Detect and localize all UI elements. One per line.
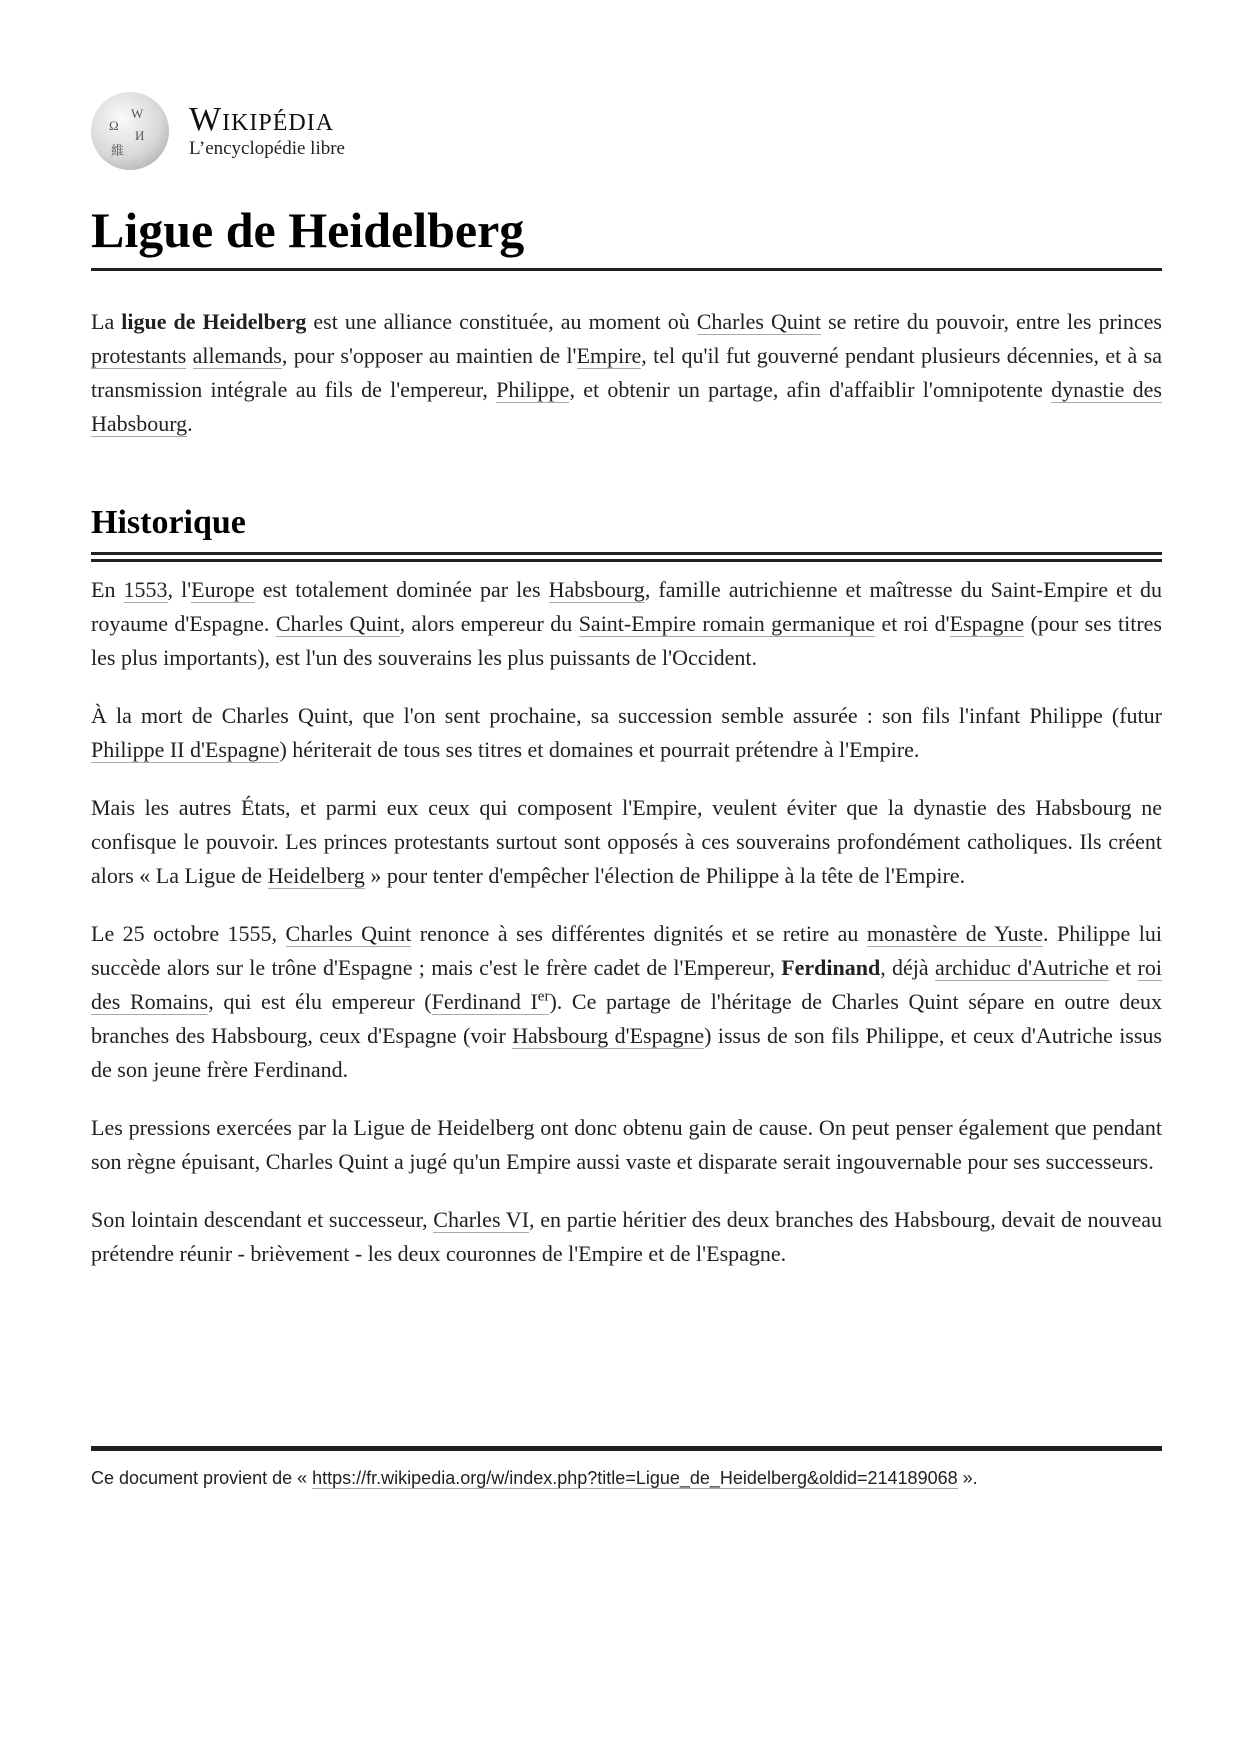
page-title: Ligue de Heidelberg xyxy=(91,200,1162,271)
text[interactable]: Philippe xyxy=(496,377,570,402)
text: , pour s'opposer au maintien de l' xyxy=(281,343,577,368)
text: se retire du pouvoir, entre les princes xyxy=(821,309,1162,334)
text: , famille autrichienne et maîtresse du Saint-Empire et du royaume d'Espagne. xyxy=(91,577,1162,636)
text: , en partie héritier des deux branches des Habsbourg, devait de nouveau prétendre réunir - brièvement - les deux couronnes de l'Empire et de l'Espagne. xyxy=(91,1207,1162,1266)
text-run xyxy=(306,309,696,334)
text-run xyxy=(1109,955,1138,980)
article-link[interactable] xyxy=(276,611,400,637)
article-link[interactable] xyxy=(867,921,1043,947)
footer-prefix: Ce document provient de « xyxy=(91,1468,313,1488)
text: La xyxy=(91,309,122,334)
text: À la mort de Charles Quint, que l'on sent prochaine, sa succession semble assurée : son fils l'infant Philippe (futur xyxy=(91,703,1162,728)
text[interactable]: 1553 xyxy=(123,577,168,602)
article-link[interactable] xyxy=(577,343,642,369)
text: , et obtenir un partage, afin d'affaiblir l'omnipotente xyxy=(569,377,1052,402)
text[interactable]: Europe xyxy=(191,577,255,602)
text-run xyxy=(875,611,950,636)
paragraph xyxy=(91,1203,1162,1271)
text-run xyxy=(91,309,121,334)
article-link[interactable] xyxy=(193,343,282,369)
paragraph xyxy=(91,791,1162,893)
text-run xyxy=(880,955,935,980)
text: et xyxy=(1109,955,1138,980)
text: . Philippe lui succède alors sur le trône d'Espagne ; mais c'est le frère cadet de l'Empereur, xyxy=(91,921,1163,980)
intro-paragraph xyxy=(91,305,1162,441)
footer-suffix: ». xyxy=(957,1468,978,1488)
paragraph xyxy=(91,1111,1162,1179)
logo-wordmark: Wikipédia xyxy=(189,101,335,138)
article-link[interactable] xyxy=(496,377,569,403)
intro-section xyxy=(91,305,1162,465)
text: , déjà xyxy=(880,955,936,980)
text[interactable]: Charles Quint xyxy=(285,921,412,946)
article-link[interactable] xyxy=(512,1023,704,1049)
text-run xyxy=(411,921,867,946)
text-run xyxy=(821,309,1162,334)
article-link[interactable] xyxy=(549,577,645,603)
section-divider xyxy=(91,559,1162,562)
source-url-link[interactable]: https://fr.wikipedia.org/w/index.php?title=Ligue_de_Heidelberg&oldid=214189068 xyxy=(312,1468,958,1488)
text: Mais les autres États, et parmi eux ceux qui composent l'Empire, veulent éviter que la dynastie des Habsbourg ne confisque le pouvoir. Les princes protestants surtout sont opposés à ces souverains profondément catholiques. Ils créent alors « La Ligue de xyxy=(91,795,1162,888)
article-link[interactable] xyxy=(950,611,1025,637)
superscript[interactable]: er xyxy=(537,988,550,1005)
text[interactable]: Habsbourg xyxy=(548,577,645,602)
text[interactable]: allemands xyxy=(192,343,282,368)
article-link[interactable] xyxy=(191,577,255,603)
article-link[interactable] xyxy=(268,863,365,889)
wikipedia-logo[interactable] xyxy=(91,92,345,170)
paragraph xyxy=(91,573,1162,675)
text[interactable]: protestants xyxy=(91,343,187,368)
text: ) issus de son fils Philippe, et ceux d'Autriche issus de son jeune frère Ferdinand. xyxy=(91,1023,1162,1082)
text: (pour ses titres les plus importants), est l'un des souverains les plus puissants de l'Occident. xyxy=(91,611,1162,670)
paragraph xyxy=(91,917,1162,1087)
text: renonce à ses différentes dignités et se retire au xyxy=(411,921,867,946)
text: ). Ce partage de l'héritage de Charles Quint sépare en outre deux branches des Habsbourg, ceux d'Espagne (voir xyxy=(91,989,1162,1048)
text[interactable]: roi des Romains xyxy=(91,955,1162,1014)
text-run xyxy=(91,921,286,946)
text: , alors empereur du xyxy=(399,611,579,636)
article-link[interactable] xyxy=(286,921,412,947)
text: , qui est élu empereur ( xyxy=(208,989,432,1014)
article-link[interactable] xyxy=(91,343,186,369)
text[interactable]: dynastie des Habsbourg xyxy=(91,377,1162,436)
footer-divider xyxy=(91,1446,1162,1451)
text[interactable]: Charles Quint xyxy=(696,309,822,334)
text: est une alliance constituée, au moment où xyxy=(306,309,697,334)
section-heading-historique: Historique xyxy=(91,500,1162,555)
text-run xyxy=(168,577,192,602)
text-run xyxy=(255,577,549,602)
text-run xyxy=(208,989,431,1014)
text[interactable]: Charles VI xyxy=(433,1207,530,1232)
text: Son lointain descendant et successeur, xyxy=(91,1207,434,1232)
text-run xyxy=(91,1115,1162,1174)
wikipedia-globe-icon: Ω W И 維 xyxy=(91,92,169,170)
text-run xyxy=(282,343,577,368)
text: Le 25 octobre 1555, xyxy=(91,921,286,946)
logo-tagline: L’encyclopédie libre xyxy=(189,138,345,159)
text[interactable]: Saint-Empire romain germanique xyxy=(578,611,876,636)
article-link[interactable] xyxy=(579,611,875,637)
text: ligue de Heidelberg xyxy=(121,309,307,334)
text: ) hériterait de tous ses titres et domaines et pourrait prétendre à l'Empire. xyxy=(279,737,920,762)
text[interactable]: Philippe II d'Espagne xyxy=(91,737,280,762)
text: , tel qu'il fut gouverné pendant plusieurs décennies, et à sa transmission intégrale au fils de l'empereur, xyxy=(91,343,1162,402)
paragraph xyxy=(91,699,1162,767)
text: » pour tenter d'empêcher l'élection de Philippe à la tête de l'Empire. xyxy=(364,863,966,888)
article-link[interactable] xyxy=(697,309,821,335)
text[interactable]: Heidelberg xyxy=(267,863,365,888)
text[interactable]: Habsbourg d'Espagne xyxy=(512,1023,705,1048)
article-link[interactable] xyxy=(935,955,1109,981)
text-run xyxy=(365,863,965,888)
text: , l' xyxy=(167,577,192,602)
footer-source xyxy=(91,1464,978,1492)
text-run xyxy=(91,703,1162,728)
text[interactable]: Charles Quint xyxy=(275,611,400,636)
text-run xyxy=(400,611,579,636)
text-run xyxy=(187,411,193,436)
text: En xyxy=(91,577,124,602)
text-run xyxy=(569,377,1051,402)
text: et roi d' xyxy=(875,611,950,636)
article-link[interactable] xyxy=(432,989,550,1015)
historique-section xyxy=(91,573,1162,1295)
text[interactable]: monastère de Yuste xyxy=(866,921,1044,946)
text[interactable]: Ferdinand I xyxy=(431,989,538,1014)
text: Ferdinand xyxy=(781,955,881,980)
text-run xyxy=(91,577,124,602)
text-run xyxy=(279,737,919,762)
text[interactable]: Empire xyxy=(576,343,642,368)
article-link[interactable] xyxy=(433,1207,529,1233)
article-link[interactable] xyxy=(91,737,279,763)
article-link[interactable] xyxy=(124,577,168,603)
text: Les pressions exercées par la Ligue de Heidelberg ont donc obtenu gain de cause. On peut penser également que pendant son règne épuisant, Charles Quint a jugé qu'un Empire aussi vaste et disparate serait ingouvernable pour ses successeurs. xyxy=(91,1115,1162,1174)
bold-term xyxy=(781,955,880,980)
bold-term xyxy=(121,309,306,334)
text[interactable]: Espagne xyxy=(949,611,1025,636)
text: est totalement dominée par les xyxy=(254,577,549,602)
text-run xyxy=(91,1207,433,1232)
text[interactable]: archiduc d'Autriche xyxy=(935,955,1110,980)
text: . xyxy=(187,411,193,436)
